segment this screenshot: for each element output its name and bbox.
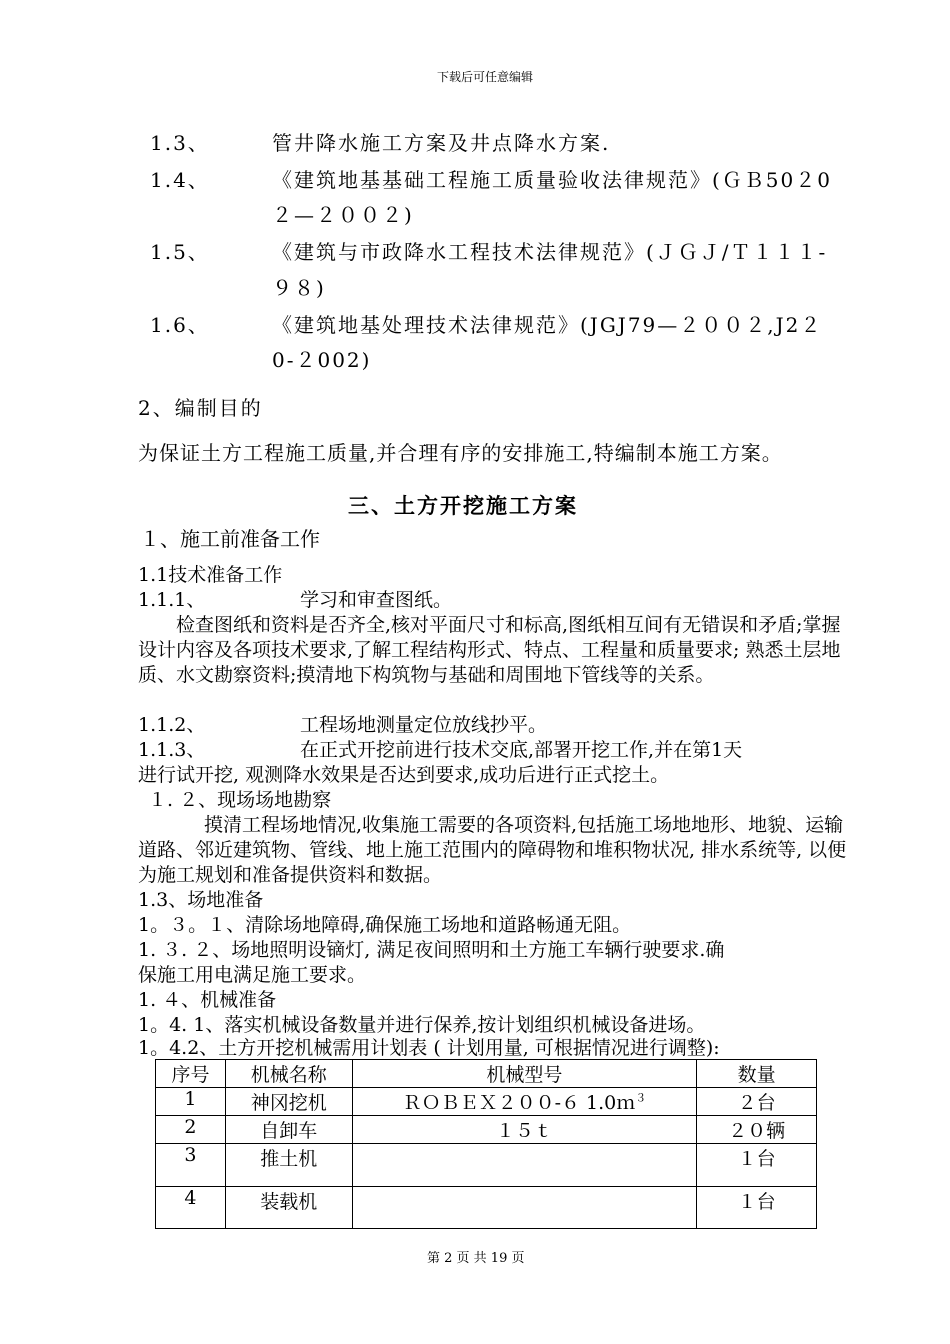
table-cell: 装载机 [225,1187,352,1229]
table-cell: 4 [156,1187,226,1229]
table-cell: 神冈挖机 [225,1088,352,1116]
table-header-cell: 数量 [697,1060,817,1088]
item-1-4-2: 1。4.2、土方开挖机械需用计划表 ( 计划用量, 可根据情况进行调整): [138,1037,720,1059]
ref-1-4-number: 1.4、 [150,168,210,192]
section-2-text: 为保证土方工程施工质量,并合理有序的安排施工,特编制本施工方案。 [138,441,783,465]
ref-1-5-continued: ９８) [272,276,326,300]
ref-1-3-number: 1.3、 [150,131,210,155]
ref-1-4-text: 《建筑地基基础工程施工质量验收法律规范》(ＧＢ50２0 [272,168,832,192]
item-1-2-text: 摸清工程场地情况,收集施工需要的各项资料,包括施工场地地形、地貌、运输道路、邻近建筑物、管线、地上施工范围内的障碍物和堆积物状况, 排水系统等, 以便为施工规划和准备提供资料和数据。 [138,814,847,886]
table-cell: 2 [156,1116,226,1144]
table-cell [352,1187,696,1229]
table-row [156,1116,817,1144]
table-cell: 推土机 [225,1144,352,1187]
table-cell: １５ｔ [352,1116,696,1144]
ref-1-6-text: 《建筑地基处理技术法律规范》(JGJ79—２００２,J2２ [272,313,823,337]
table-row [156,1187,817,1229]
superscript: ３ [635,1091,647,1105]
heading-1-1: 1.1技术准备工作 [138,564,283,586]
table-cell: １台 [697,1144,817,1187]
table-cell-model [352,1088,696,1116]
item-1-1-3-text: 在正式开挖前进行技术交底,部署开挖工作,并在第1天 [300,739,743,761]
table-cell [352,1144,696,1187]
table-row [156,1088,817,1116]
model-text: ＲＯＢＥＸ２００-６ 1.0ｍ [402,1092,636,1114]
item-1-1-2-number: 1.1.2、 [138,714,206,736]
ref-1-5-number: 1.5、 [150,240,210,264]
heading-1-2: １. ２、现场场地勘察 [148,789,332,811]
table-cell: ２０辆 [697,1116,817,1144]
main-title: 三、土方开挖施工方案 [348,493,578,518]
item-1-3-2-continued: 保施工用电满足施工要求。 [138,964,367,986]
ref-1-6-number: 1.6、 [150,313,210,337]
item-1-1-3-text-continued: 进行试开挖, 观测降水效果是否达到要求,成功后进行正式挖土。 [138,764,670,786]
heading-1-4: 1. ４、机械准备 [138,989,277,1011]
table-cell: 3 [156,1144,226,1187]
machinery-table [155,1059,817,1229]
item-1-4-1: 1。4. 1、落实机械设备数量并进行保养,按计划组织机械设备进场。 [138,1014,706,1036]
item-1-3-1: 1。３。１、清除场地障碍,确保施工场地和道路畅通无阻。 [138,914,632,936]
table-cell: １台 [697,1187,817,1229]
table-cell: ２台 [697,1088,817,1116]
table-row [156,1144,817,1187]
page-footer: 第 2 页 共 19 页 [427,1251,525,1266]
item-1-1-3-number: 1.1.3、 [138,739,206,761]
item-1-1-1-number: 1.1.1、 [138,589,206,611]
heading-1-3: 1.3、场地准备 [138,889,264,911]
item-1-1-1-text: 检查图纸和资料是否齐全,核对平面尺寸和标高,图纸相互间有无错误和矛盾;掌握设计内容及各项技术要求,了解工程结构形式、特点、工程量和质量要求; 熟悉土层地质、水文勘察资料;摸清地下构筑物与基础和周围地下管线等的关系。 [138,614,841,686]
ref-1-6-continued: 0-２002) [272,348,372,372]
table-header-row [156,1060,817,1088]
table-cell: 自卸车 [225,1116,352,1144]
heading-1: １、施工前准备工作 [140,527,320,551]
page-header: 下载后可任意编辑 [437,70,534,84]
ref-1-5-text: 《建筑与市政降水工程技术法律规范》(ＪＧＪ/Ｔ１１１- [272,240,828,264]
table-header-cell: 机械名称 [225,1060,352,1088]
table-cell: 1 [156,1088,226,1116]
table-header-cell: 机械型号 [352,1060,696,1088]
section-2-heading: 2、编制目的 [138,396,263,420]
item-1-1-1-title: 学习和审查图纸。 [300,589,453,611]
item-1-3-2: 1. ３. ２、场地照明设镝灯, 满足夜间照明和土方施工车辆行驶要求.确 [138,939,725,961]
ref-1-4-continued: ２—２００２) [272,203,414,227]
item-1-1-2-text: 工程场地测量定位放线抄平。 [300,714,548,736]
ref-1-3-text: 管井降水施工方案及井点降水方案. [272,131,611,155]
table-header-cell: 序号 [156,1060,226,1088]
